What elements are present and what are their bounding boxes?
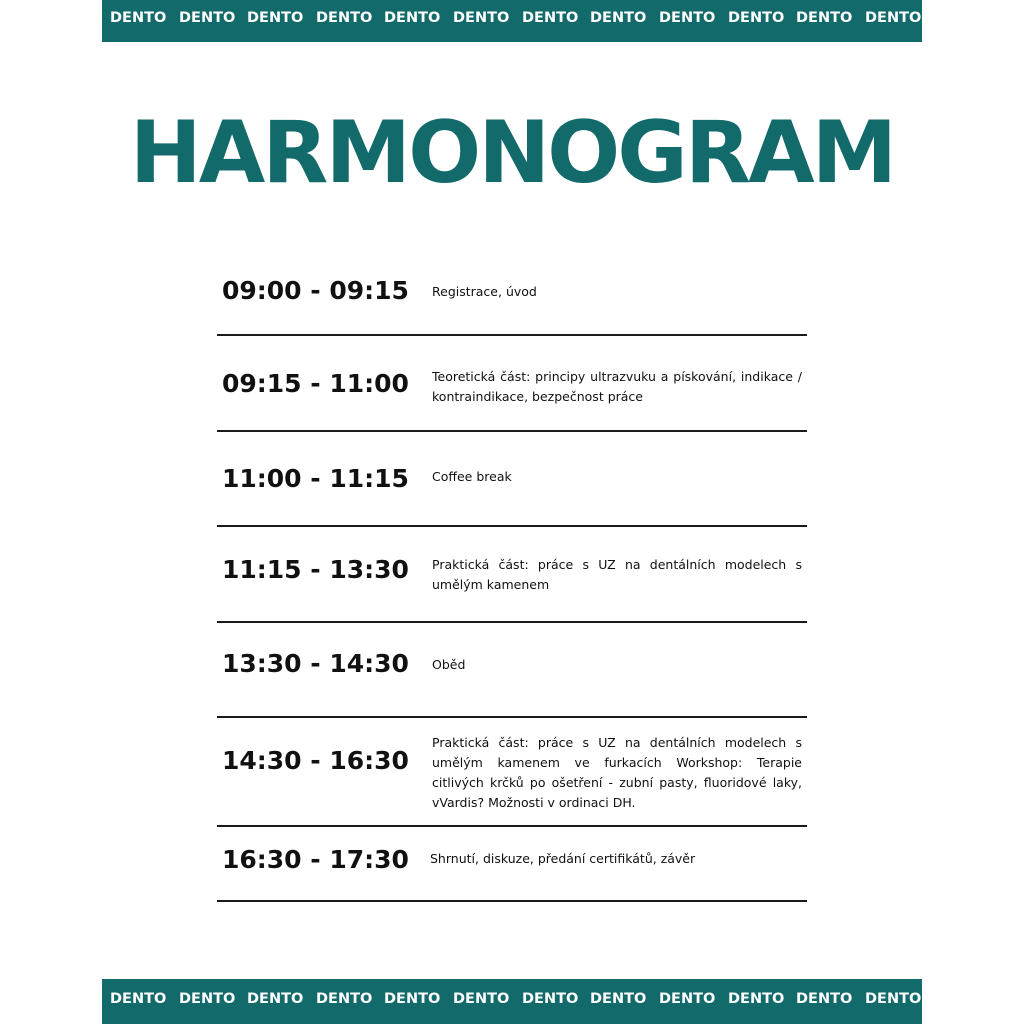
band-word: DENTO (110, 10, 167, 26)
row-divider (217, 621, 807, 623)
band-word: DENTO (522, 991, 579, 1007)
band-word: DENTO (590, 991, 647, 1007)
band-word: DENTO (796, 991, 853, 1007)
band-word: DENTO (728, 10, 785, 26)
band-word: DENTO (179, 10, 236, 26)
band-word: DENTO (247, 10, 304, 26)
band-word: DENTO (247, 991, 304, 1007)
activity-text: Shrnutí, diskuze, předání certifikátů, závěr (430, 851, 696, 866)
schedule-row (217, 845, 807, 881)
activity-text: Coffee break (432, 469, 512, 484)
bottom-brand-band (102, 979, 922, 1024)
schedule-row (217, 464, 807, 500)
top-brand-band (102, 0, 922, 42)
row-divider (217, 334, 807, 336)
band-word: DENTO (659, 991, 716, 1007)
band-word: DENTO (453, 991, 510, 1007)
activity-text: Praktická část: práce s UZ na dentálních modelech s umělým kamenem ve furkacích Workshop: Terapie citlivých krčků po ošetření - zubní pasty, fluoridové laky, vVardis? Možnosti v ordinaci DH. (432, 735, 802, 810)
band-word: DENTO (453, 10, 510, 26)
band-word: DENTO (316, 10, 373, 26)
schedule-row (217, 649, 807, 685)
activity-text: Oběd (432, 657, 466, 672)
schedule-row (217, 555, 807, 601)
row-divider (217, 525, 807, 527)
band-word: DENTO (384, 10, 441, 26)
band-word: DENTO (522, 10, 579, 26)
row-divider (217, 430, 807, 432)
row-divider (217, 716, 807, 718)
band-word: DENTO (384, 991, 441, 1007)
schedule-row (217, 733, 807, 817)
time-range: 11:00 - 11:15 (222, 464, 409, 493)
band-word: DENTO (316, 991, 373, 1007)
band-word: DENTO (865, 991, 922, 1007)
band-word: DENTO (590, 10, 647, 26)
band-word: DENTO (110, 991, 167, 1007)
schedule-row (217, 276, 807, 312)
time-range: 16:30 - 17:30 (222, 845, 409, 874)
band-word: DENTO (179, 991, 236, 1007)
page-title: HARMONOGRAM (129, 103, 895, 203)
time-range: 14:30 - 16:30 (222, 746, 409, 775)
time-range: 09:00 - 09:15 (222, 276, 409, 305)
time-range: 11:15 - 13:30 (222, 555, 409, 584)
time-range: 13:30 - 14:30 (222, 649, 409, 678)
band-word: DENTO (659, 10, 716, 26)
band-word: DENTO (728, 991, 785, 1007)
schedule-row (217, 367, 807, 413)
band-word: DENTO (865, 10, 922, 26)
activity-text: Teoretická část: principy ultrazvuku a pískování, indikace / kontraindikace, bezpečnost práce (432, 369, 802, 404)
activity-text: Praktická část: práce s UZ na dentálních modelech s umělým kamenem (432, 557, 802, 592)
band-word: DENTO (796, 10, 853, 26)
time-range: 09:15 - 11:00 (222, 369, 409, 398)
row-divider (217, 825, 807, 827)
activity-text: Registrace, úvod (432, 284, 537, 299)
row-divider (217, 900, 807, 902)
